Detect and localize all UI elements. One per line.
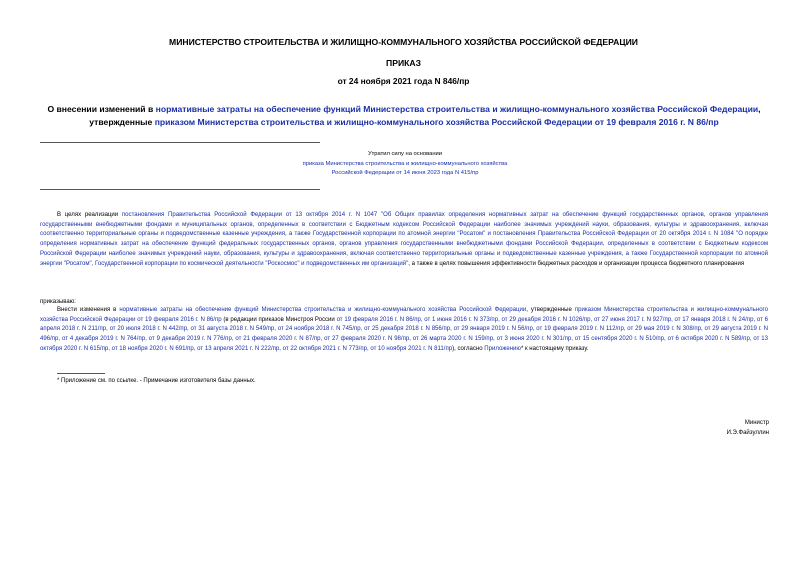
doc-type-heading: ПРИКАЗ (386, 58, 421, 68)
preamble-link-resolutions[interactable]: постановления Правительства Российской Федерации от 13 октября 2014 г. N 1047 "Об Общих правилах определения нормативных затрат на обеспечение функций государственных органов, органов управления государственными внебюджетными фондами и муниципальных органов, определенных в соответствии с Бюджетным кодексом Российской Федерации наиболее значимых учреждений науки, образования, культуры и здравоохранения, включая соответственно территориальные органы и подведомственные казенные учреждения, а также Государственной корпорации по атомной энергии "Росатом" и постановления Правительства Российской Федерации от 20 октября 2014 г. N 1084 "О порядке определения нормативных затрат на обеспечение функций федеральных государственных органов, органов управления государственными внебюджетными фондами Российской Федерации, определенных в соответствии с Бюджетным кодексом Российской Федерации наиболее значимых учреждений науки, образования, культуры и здравоохранения, включая соответственно территориальные органы и подведомственные казенные учреждения, а также Государственной корпорации по атомной энергии "Росатом", Государственной корпорации по космической деятельности "Роскосмос" и подведомственных им организаций" (40, 212, 769, 267)
title-text: , утвержденные (89, 104, 761, 127)
document-title (40, 103, 768, 129)
lost-force-link-1[interactable]: приказа Министерства строительства и жилищно-коммунального хозяйства (302, 160, 508, 167)
lost-force-link-2[interactable]: Российской Федерации от 14 июня 2023 года N 415/пр (331, 170, 479, 177)
body-link-norms[interactable]: нормативные затраты на обеспечение функций Министерства строительства и жилищно-коммунального хозяйства Российской Федерации (119, 307, 527, 313)
lost-force-label: Утратил силу на основании (367, 151, 443, 157)
signatory-name: И.Э.Файзуллин (726, 429, 769, 436)
lost-force-note (260, 150, 550, 179)
body-text: Внести изменения в (57, 307, 120, 313)
title-text: О внесении изменений в (47, 104, 156, 114)
body-link-amendments[interactable]: от 19 февраля 2016 г. N 86/пр, от 1 июня 2016 г. N 373/пр, от 29 декабря 2016 г. N 1026/пр, от 27 июня 2017 г. N 927/пр, от 17 января 2018 г. N 24/пр, от 6 апреля 2018 г. N 211/пр, от 20 июля 2018 г. N 442/пр, от 31 августа 2018 г. N 549/пр, от 24 ноября 2018 г. N 745/пр, от 25 декабря 2018 г. N 856/пр, от 29 января 2019 г. N 56/пр, от 19 февраля 2019 г. N 112/пр, от 29 мая 2019 г. N 308/пр, от 29 августа 2019 г. N 496/пр, от 4 декабря 2019 г. N 764/пр, от 9 декабря 2019 г. N 776/пр, от 21 февраля 2020 г. N 87/пр, от 27 февраля 2020 г. N 98/пр, от 26 марта 2020 г. N 159/пр, от 3 июня 2020 г. N 301/пр, от 15 сентября 2020 г. N 510/пр, от 6 октября 2020 г. N 589/пр, от 13 октября 2020 г. N 615/пр, от 18 ноября 2020 г. N 691/пр, от 13 апреля 2021 г. N 222/пр, от 22 октября 2021 г. N 773/пр, от 10 ноября 2021 г. N 811/пр (40, 316, 768, 352)
body-text: , утвержденные (526, 307, 575, 313)
signatory-position: Министр (744, 420, 769, 426)
preamble-paragraph (40, 211, 768, 269)
order-word: приказываю: (40, 299, 76, 305)
body-link-order[interactable]: приказом Министерства строительства и жилищно-коммунального хозяйства Российской Федерации от 19 февраля 2016 г. N 86/пр (40, 307, 768, 323)
body-text: * к настоящему приказу. (520, 345, 589, 352)
signature-block (727, 419, 769, 438)
footnote: * Приложение см. по ссылке. - Примечание изготовителя базы данных. (57, 378, 256, 384)
divider (40, 142, 320, 143)
body-text: (в редакции приказов Минстроя России (221, 316, 337, 323)
divider (40, 189, 320, 190)
doc-date-number: от 24 ноября 2021 года N 846/пр (337, 76, 470, 86)
order-body-paragraph (40, 306, 768, 355)
footnote-divider (57, 373, 105, 374)
title-link-norms[interactable]: нормативные затраты на обеспечение функций Министерства строительства и жилищно-коммунального хозяйства Российской Федерации (155, 104, 759, 114)
preamble-text: , а также в целях повышения эффективности бюджетных расходов и организации процесса бюджетного планирования (408, 260, 745, 267)
preamble-text: В целях реализации (57, 212, 122, 218)
body-link-appendix[interactable]: Приложению (484, 345, 521, 352)
title-link-order[interactable]: приказом Министерства строительства и жилищно-коммунального хозяйства Российской Федерации от 19 февраля 2016 г. N 86/пр (154, 117, 719, 127)
ministry-heading: МИНИСТЕРСТВО СТРОИТЕЛЬСТВА И ЖИЛИЩНО-КОММУНАЛЬНОГО ХОЗЯЙСТВА РОССИЙСКОЙ ФЕДЕРАЦИИ (169, 37, 638, 47)
body-text: ), согласно (452, 345, 485, 352)
